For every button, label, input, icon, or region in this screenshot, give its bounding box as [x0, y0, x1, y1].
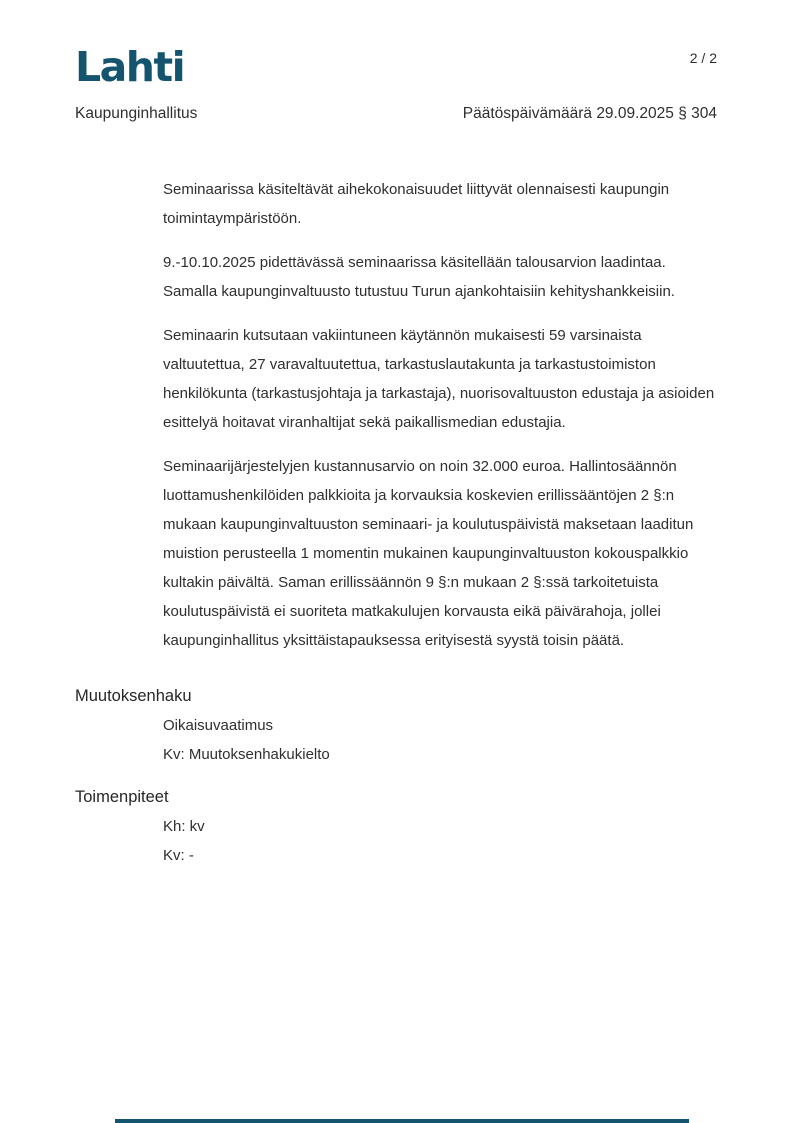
header-organization: Kaupunginhallitus [75, 105, 198, 122]
lahti-logo: Lahti [75, 43, 185, 91]
body-paragraph-4: Seminaarijärjestelyjen kustannusarvio on noin 32.000 euroa. Hallintosäännön luottamushenkilöiden palkkioita ja korvauksia koskevien erillissääntöjen 2 §:n mukaan kaupunginvaltuuston seminaari- ja koulutuspäivistä maksetaan laaditun muistion perusteella 1 momentin mukainen kaupunginvaltuuston kokouspalkkio kultakin päivältä. Saman erillissäännön 9 §:n mukaan 2 §:ssä tarkoitetuista koulutuspäivistä ei suoriteta matkakulujen korvausta eikä päivärahoja, jollei kaupunginhallitus yksittäistapauksessa erityisestä syystä toisin päätä. [163, 458, 694, 649]
section-item-oikaisuvaatimus: Oikaisuvaatimus [163, 717, 274, 734]
body-paragraph-3: Seminaarin kutsutaan vakiintuneen käytännön mukaisesti 59 varsinaista valtuutettua, 27 varavaltuutettua, tarkastuslautakunta ja tarkastustoimiston henkilökunta (tarkastusjohtaja ja tarkastaja), nuorisovaltuuston edustaja ja asioiden esittelyä hoitavat viranhaltijat sekä paikallismedian edustajia. [163, 327, 715, 431]
body-paragraph-2: 9.-10.10.2025 pidettävässä seminaarissa käsitellään talousarvion laadintaa. Samalla kaupunginvaltuusto tutustuu Turun ajankohtaisiin kehityshankkeisiin. [163, 254, 675, 300]
section-heading-muutoksenhaku: Muutoksenhaku [75, 687, 192, 705]
document-sections [75, 668, 717, 870]
page-number: 2 / 2 [689, 50, 717, 66]
document-body [163, 175, 719, 670]
section-heading-toimenpiteet: Toimenpiteet [75, 788, 169, 806]
top-row [75, 44, 717, 90]
section-item-kh: Kh: kv [163, 818, 205, 835]
body-paragraph-1: Seminaarissa käsiteltävät aihekokonaisuudet liittyvät olennaisesti kaupungin toimintaympäristöön. [163, 181, 670, 227]
footer-accent-bar [115, 1119, 689, 1123]
section-item-kv: Kv: - [163, 847, 194, 864]
section-item-kv-muutoksenhakukielto: Kv: Muutoksenhakukielto [163, 746, 330, 763]
header-decision-date: Päätöspäivämäärä 29.09.2025 § 304 [462, 105, 717, 122]
document-header [75, 105, 717, 123]
